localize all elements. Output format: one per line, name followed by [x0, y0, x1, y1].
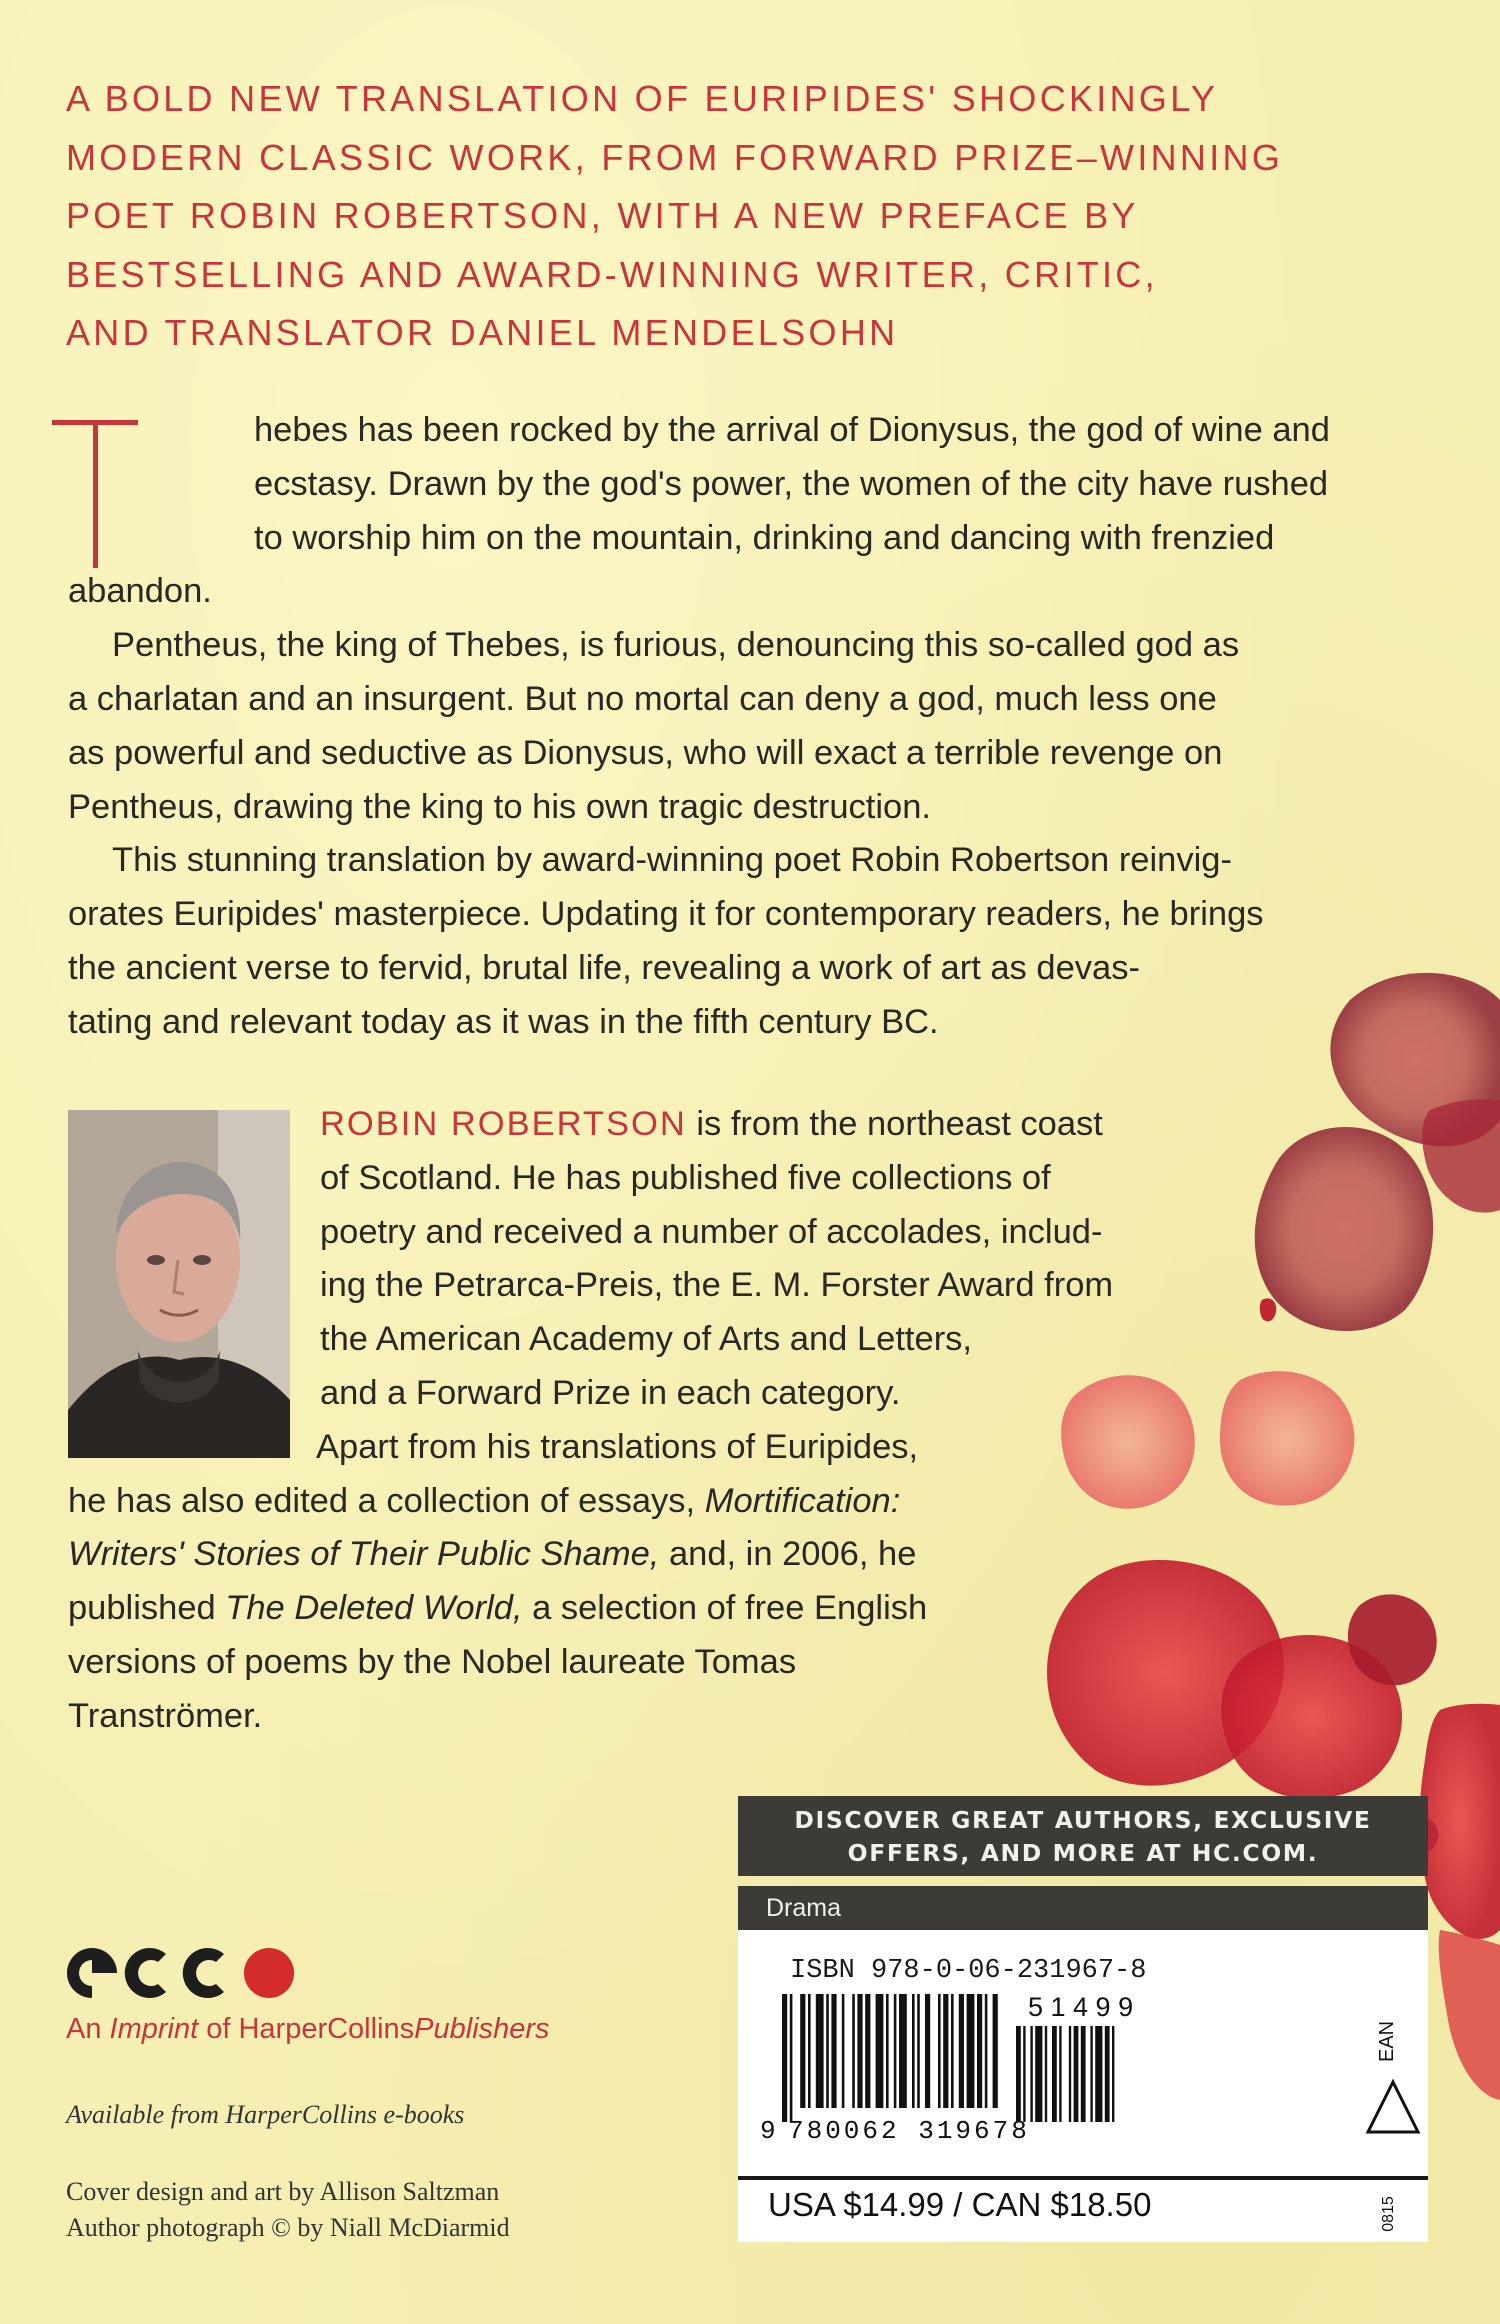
- synopsis-line: to worship him on the mountain, drinking and dancing with frenzied: [254, 518, 1275, 557]
- barcode-bar: [876, 1994, 884, 2108]
- barcode-bar: [912, 1994, 915, 2108]
- ean-label: EAN: [1376, 2020, 1398, 2062]
- addon-bar: [1059, 2026, 1061, 2122]
- bio-line: versions of poems by the Nobel laureate Tomas: [68, 1642, 797, 1681]
- barcode-bar: [951, 1994, 954, 2108]
- barcode-bar: [852, 1994, 855, 2108]
- barcode-bar: [925, 1994, 930, 2108]
- barcode-bar: [985, 1994, 988, 2108]
- synopsis-line: tating and relevant today as it was in the fifth century BC.: [68, 1002, 939, 1041]
- barcode-bar: [943, 1994, 948, 2108]
- addon-bar: [1090, 2026, 1092, 2122]
- bio-line: of Scotland. He has published five collections of: [320, 1158, 1051, 1197]
- bio-line: and a Forward Prize in each category.: [320, 1373, 901, 1412]
- addon-bar: [1016, 2026, 1021, 2122]
- promo-banner: [738, 1796, 1428, 1876]
- barcode-bar: [865, 1994, 870, 2108]
- barcode-lead-digit: 9: [760, 2116, 776, 2146]
- synopsis-line: as powerful and seductive as Dionysus, who will exact a terrible revenge on: [68, 733, 1223, 772]
- photo-credit: Author photograph © by Niall McDiarmid: [66, 2213, 510, 2242]
- headline-line: POET ROBIN ROBERTSON, WITH A NEW PREFACE BY: [66, 195, 1139, 236]
- promo-line: OFFERS, AND MORE AT HC.COM.: [847, 1839, 1319, 1867]
- addon-digits: 5 1 4 9 9: [1028, 1994, 1134, 2022]
- synopsis-line: abandon.: [68, 572, 212, 611]
- headline: [66, 70, 1446, 363]
- addon-bar: [1052, 2026, 1057, 2122]
- synopsis-line: ecstasy. Drawn by the god's power, the women of the city have rushed: [254, 464, 1329, 503]
- headline-line: AND TRANSLATOR DANIEL MENDELSOHN: [66, 312, 899, 353]
- author-name: ROBIN ROBERTSON: [320, 1105, 687, 1143]
- synopsis-line: This stunning translation by award-winning poet Robin Robertson reinvig-: [112, 841, 1232, 880]
- addon-bar: [1069, 2026, 1071, 2122]
- bio-line: Tranströmer.: [68, 1696, 263, 1735]
- triangle-icon: [1368, 2082, 1418, 2132]
- synopsis-line: orates Euripides' masterpiece. Updating it for contemporary readers, he brings: [68, 895, 1264, 934]
- addon-bar: [1105, 2026, 1110, 2122]
- bio-line: Writers' Stories of Their Public Shame, and, in 2006, he: [68, 1535, 917, 1574]
- book-title-mortification: Mortification:: [704, 1481, 901, 1520]
- addon-bars: [1016, 2026, 1114, 2122]
- barcode-digits: 780062 319678: [788, 2116, 1030, 2146]
- ean13-bars: [782, 1994, 998, 2122]
- bio-line: the American Academy of Arts and Letters,: [320, 1320, 973, 1359]
- stain-10: [1439, 1930, 1500, 2100]
- barcode-bar: [938, 1994, 941, 2108]
- barcode-bar: [993, 1994, 998, 2108]
- barcode-bar: [886, 1994, 889, 2108]
- ecco-logo: [66, 1946, 296, 2000]
- synopsis-line: the ancient verse to fervid, brutal life, revealing a work of art as devas-: [68, 948, 1140, 987]
- synopsis-line: Pentheus, drawing the king to his own tragic destruction.: [68, 787, 931, 826]
- stain-3: [1422, 1099, 1500, 1212]
- addon-bar: [1045, 2026, 1047, 2122]
- ebook-availability: Available from HarperCollins e-books: [66, 2100, 465, 2129]
- bio-line: Apart from his translations of Euripides,: [316, 1427, 919, 1466]
- barcode-bar: [899, 1994, 907, 2108]
- headline-line: MODERN CLASSIC WORK, FROM FORWARD PRIZE–WINNING: [66, 136, 1284, 178]
- isbn-number: ISBN 978-0-06-231967-8: [790, 1956, 1147, 1986]
- addon-bar: [1074, 2026, 1079, 2122]
- bio-line: published The Deleted World, a selection of free English: [68, 1589, 928, 1628]
- addon-bar: [1112, 2026, 1114, 2122]
- barcode-bar: [917, 1994, 920, 2108]
- addon-bar: [1035, 2026, 1042, 2122]
- addon-bar: [1081, 2026, 1086, 2122]
- addon-bar: [1030, 2026, 1032, 2122]
- promo-line: DISCOVER GREAT AUTHORS, EXCLUSIVE: [794, 1806, 1372, 1834]
- synopsis: [68, 404, 1428, 1050]
- addon-bar: [1023, 2026, 1025, 2122]
- bio-line: ROBIN ROBERTSON is from the northeast coast: [320, 1105, 1103, 1143]
- credits: [66, 2174, 510, 2246]
- barcode-bar: [894, 1994, 897, 2108]
- book-title-mortification-sub: Writers' Stories of Their Public Shame,: [68, 1535, 660, 1574]
- book-title-deleted-world: The Deleted World,: [225, 1589, 523, 1628]
- barcode-bar: [816, 1994, 824, 2108]
- barcode-bar: [800, 1994, 805, 2108]
- barcode-bar: [808, 1994, 811, 2108]
- barcode-bar: [790, 1994, 793, 2122]
- cover-credit: Cover design and art by Allison Saltzman: [66, 2177, 500, 2206]
- bio-line: he has also edited a collection of essays, Mortification:: [68, 1481, 901, 1520]
- barcode-bar: [826, 1994, 829, 2108]
- bio-line: poetry and received a number of accolades, includ-: [320, 1212, 1103, 1251]
- print-code: 0815: [1379, 2196, 1397, 2232]
- barcode-bar: [977, 1994, 982, 2108]
- addon-bar: [1095, 2026, 1102, 2122]
- headline-line: A BOLD NEW TRANSLATION OF EURIPIDES' SHOCKINGLY: [66, 78, 1219, 119]
- barcode-bar: [842, 1994, 845, 2108]
- barcode-bar: [857, 1994, 862, 2108]
- synopsis-line: a charlatan and an insurgent. But no mortal can deny a god, much less one: [68, 679, 1217, 718]
- bio-line: ing the Petrarca-Preis, the E. M. Forster Award from: [320, 1266, 1114, 1305]
- synopsis-line: Pentheus, the king of Thebes, is furious, denouncing this so-called god as: [112, 626, 1240, 665]
- barcode-bar: [831, 1994, 836, 2108]
- imprint-line: An Imprint of HarperCollinsPublishers: [66, 2013, 550, 2045]
- price: USA $14.99 / CAN $18.50: [768, 2186, 1152, 2223]
- synopsis-line: hebes has been rocked by the arrival of Dionysus, the god of wine and: [254, 411, 1330, 449]
- barcode: [738, 1994, 1428, 2146]
- author-bio: [68, 1098, 1308, 1744]
- barcode-bar: [967, 1994, 975, 2108]
- barcode-bar: [782, 1994, 787, 2122]
- headline-line: BESTSELLING AND AWARD-WINNING WRITER, CRITIC,: [66, 253, 1158, 295]
- barcode-bar: [959, 1994, 964, 2108]
- drop-cap-letter: T: [50, 412, 51, 413]
- genre-label: Drama: [738, 1886, 1428, 1930]
